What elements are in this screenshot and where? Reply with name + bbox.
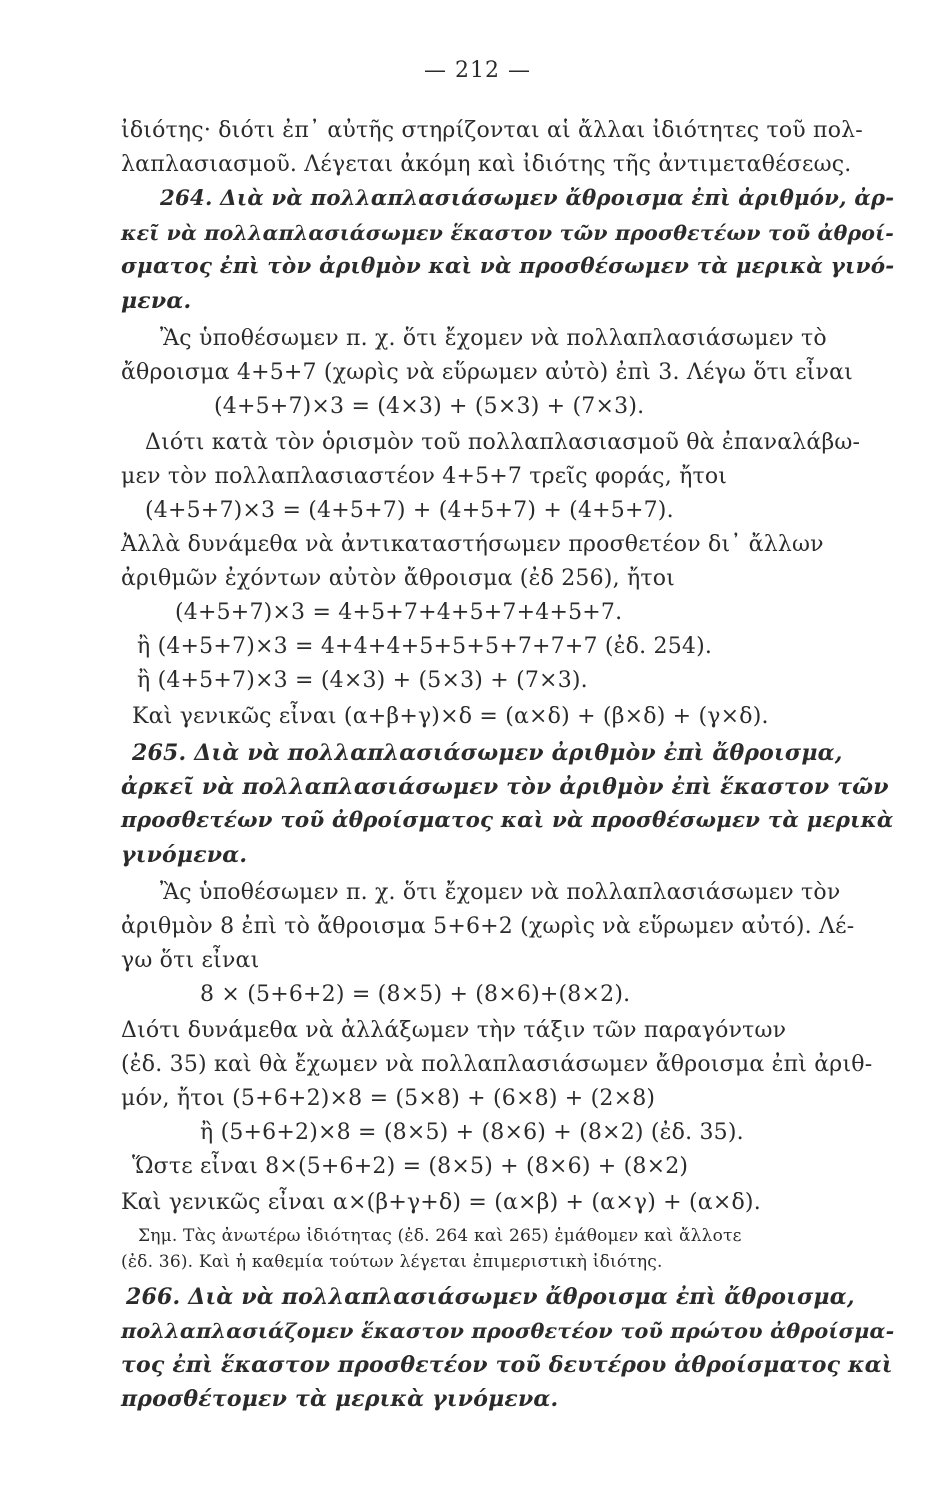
- text-line-23: Ἂς ὑποθέσωμεν π. χ. ὅτι ἔχομεν νὰ πολλαπλασιάσωμεν τὸν: [160, 880, 841, 905]
- theorem-265-line-2: ἀρκεῖ νὰ πολλαπλασιάσωμεν τὸν ἀριθμὸν ἐπὶ ἕκαστον τῶν: [121, 774, 889, 800]
- theorem-264-line-4: μενα.: [121, 288, 192, 314]
- theorem-264-line-2: κεῖ νὰ πολλαπλασιάσωμεν ἕκαστον τῶν προσθετέων τοῦ ἀθροί-: [121, 221, 894, 245]
- equation-line: ἢ (4+5+7)×3 = (4×3) + (5×3) + (7×3).: [137, 668, 588, 693]
- equation-line: ἢ (4+5+7)×3 = 4+4+4+5+5+5+7+7+7 (ἐδ. 254).: [137, 634, 713, 659]
- text-line-14: ἀριθμῶν ἐχόντων αὐτὸν ἄθροισμα (ἐδ 256), ἤτοι: [121, 566, 675, 591]
- theorem-266-line-2: πολλαπλασιάζομεν ἕκαστον προσθετέον τοῦ πρώτου ἀθροίσμα-: [121, 1319, 895, 1343]
- text-line-25: γω ὅτι εἶναι: [121, 948, 260, 973]
- text-line-7: Ἂς ὑποθέσωμεν π. χ. ὅτι ἔχομεν νὰ πολλαπλασιάσωμεν τὸ: [160, 326, 827, 351]
- text-line-27: Διότι δυνάμεθα νὰ ἀλλάξωμεν τὴν τάξιν τῶν παραγόντων: [121, 1018, 787, 1043]
- theorem-264-line-3: σματος ἐπὶ τὸν ἀριθμὸν καὶ νὰ προσθέσωμεν τὰ μερικὰ γινό-: [121, 254, 895, 279]
- equation-line: (4+5+7)×3 = (4×3) + (5×3) + (7×3).: [214, 394, 645, 419]
- note-line-2: (ἐδ. 36). Καὶ ἡ καθεμία τούτων λέγεται ἐπιμεριστικὴ ἰδιότης.: [121, 1252, 663, 1272]
- equation-line: (4+5+7)×3 = (4+5+7) + (4+5+7) + (4+5+7).: [145, 498, 674, 523]
- theorem-265-line-4: γινόμενα.: [121, 842, 248, 868]
- text-line-29: μόν, ἤτοι (5+6+2)×8 = (5×8) + (6×8) + (2×8): [121, 1086, 656, 1111]
- text-line-11: μεν τὸν πολλαπλασιαστέον 4+5+7 τρεῖς φοράς, ἤτοι: [121, 464, 728, 489]
- text-line-13: Ἀλλὰ δυνάμεθα νὰ ἀντικαταστήσωμεν προσθετέον δι᾽ ἄλλων: [121, 532, 824, 557]
- text-line-10: Διότι κατὰ τὸν ὁρισμὸν τοῦ πολλαπλασιασμοῦ θὰ ἐπαναλάβω-: [145, 430, 861, 455]
- text-line-2: λαπλασιασμοῦ. Λέγεται ἀκόμη καὶ ἰδιότης τῆς ἀντιμεταθέσεως.: [121, 152, 852, 177]
- equation-line: 8 × (5+6+2) = (8×5) + (8×6)+(8×2).: [200, 982, 631, 1007]
- equation-line: ἢ (5+6+2)×8 = (8×5) + (8×6) + (8×2) (ἐδ. 35).: [200, 1120, 744, 1145]
- theorem-265-line-3: προσθετέων τοῦ ἀθροίσματος καὶ νὰ προσθέσωμεν τὰ μερικὰ: [121, 808, 894, 833]
- note-line-1: Σημ. Τὰς ἀνωτέρω ἰδιότητας (ἐδ. 264 καὶ 265) ἐμάθομεν καὶ ἄλλοτε: [138, 1226, 742, 1246]
- text-line-24: ἀριθμὸν 8 ἐπὶ τὸ ἄθροισμα 5+6+2 (χωρὶς νὰ εὕρωμεν αὐτό). Λέ-: [121, 914, 855, 939]
- text-line-28: (ἐδ. 35) καὶ θὰ ἔχωμεν νὰ πολλαπλασιάσωμεν ἄθροισμα ἐπὶ ἀριθ-: [121, 1052, 873, 1077]
- theorem-266-line-4: προσθέτομεν τὰ μερικὰ γινόμενα.: [121, 1386, 559, 1412]
- equation-line: (4+5+7)×3 = 4+5+7+4+5+7+4+5+7.: [175, 600, 623, 625]
- theorem-264-line-1: 264. Διὰ νὰ πολλαπλασιάσωμεν ἄθροισμα ἐπὶ ἀριθμόν, ἀρ-: [160, 186, 895, 211]
- theorem-266-line-3: τος ἐπὶ ἕκαστον προσθετέον τοῦ δευτέρου ἀθροίσματος καὶ: [121, 1352, 893, 1378]
- text-line-8: ἄθροισμα 4+5+7 (χωρὶς νὰ εὕρωμεν αὐτὸ) ἐπὶ 3. Λέγω ὅτι εἶναι: [121, 360, 853, 385]
- text-line-1: ἰδιότης· διότι ἐπ᾽ αὐτῆς στηρίζονται αἱ ἄλλαι ἰδιότητες τοῦ πολ-: [121, 118, 863, 143]
- text-line-32: Καὶ γενικῶς εἶναι α×(β+γ+δ) = (α×β) + (α×γ) + (α×δ).: [121, 1190, 761, 1215]
- equation-line: Ὥστε εἶναι 8×(5+6+2) = (8×5) + (8×6) + (8×2): [132, 1154, 689, 1179]
- text-line-18: Καὶ γενικῶς εἶναι (α+β+γ)×δ = (α×δ) + (β×δ) + (γ×δ).: [132, 704, 769, 729]
- theorem-265-line-1: 265. Διὰ νὰ πολλαπλασιάσωμεν ἀριθμὸν ἐπὶ ἄθροισμα,: [132, 740, 843, 766]
- page-number: — 212 —: [424, 58, 531, 83]
- theorem-266-line-1: 266. Διὰ νὰ πολλαπλασιάσωμεν ἄθροισμα ἐπὶ ἄθροισμα,: [126, 1284, 855, 1310]
